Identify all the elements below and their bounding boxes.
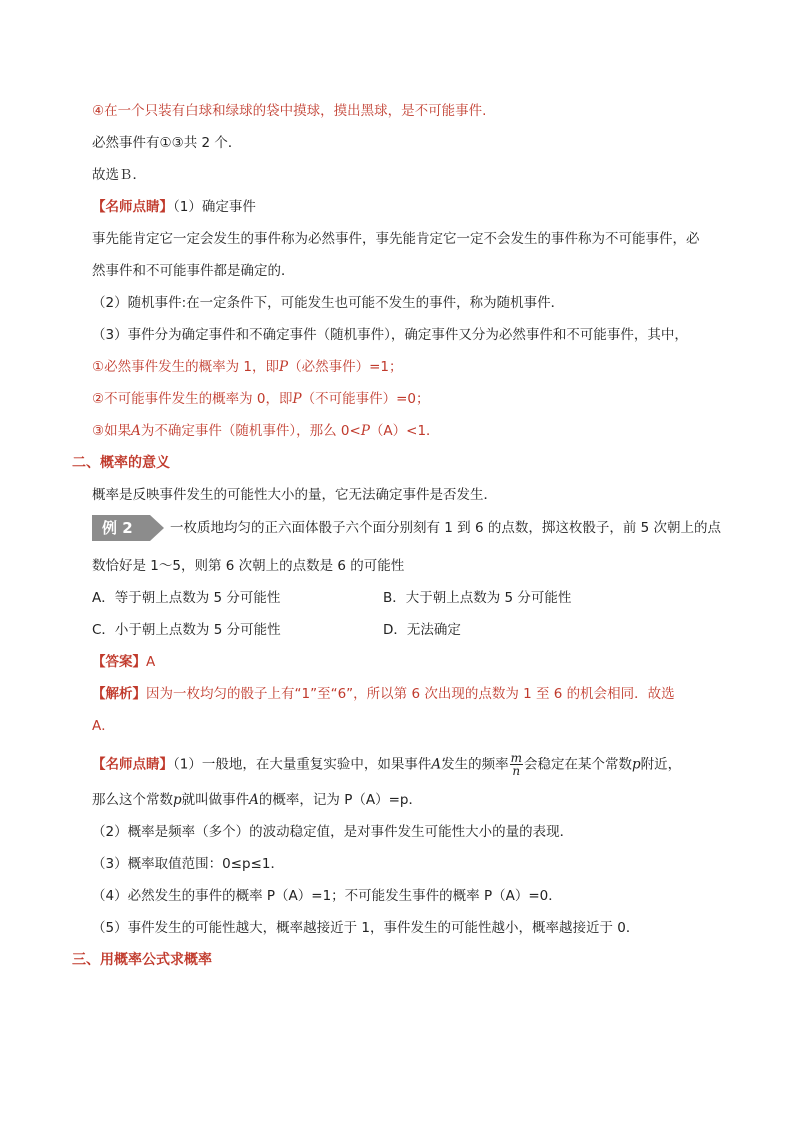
math-var: P bbox=[278, 359, 289, 375]
text-line: ④在一个只装有白球和绿球的袋中摸球，摸出黑球，是不可能事件. bbox=[92, 103, 487, 119]
text-span: 为不确定事件（随机事件），那么 0< bbox=[140, 423, 361, 439]
text-line bbox=[92, 790, 422, 810]
teacher-tip-1 bbox=[92, 197, 256, 217]
math-var: P bbox=[360, 423, 370, 439]
fraction-m-over-n bbox=[510, 752, 523, 777]
explanation-line bbox=[92, 684, 675, 704]
text-line: （2）随机事件:在一定条件下，可能发生也可能不发生的事件，称为随机事件． bbox=[92, 295, 565, 311]
answer-line bbox=[92, 652, 155, 672]
text-line: 概率是反映事件发生的可能性大小的量，它无法确定事件是否发生． bbox=[92, 487, 497, 503]
text-line bbox=[92, 421, 440, 441]
math-var: p bbox=[631, 756, 641, 773]
text-line: 事先能肯定它一定会发生的事件称为必然事件，事先能肯定它一定不会发生的事件称为不可能事件，必 bbox=[92, 231, 700, 247]
question-text: 数恰好是 1～5，则第 6 次朝上的点数是 6 的可能性 bbox=[92, 558, 405, 574]
question-text: 一枚质地均匀的正六面体骰子六个面分别刻有 1 到 6 的点数，掷这枚骰子，前 5 次朝上的点 bbox=[170, 520, 722, 536]
example-label: 例 2 bbox=[102, 519, 133, 537]
text-line: （3）概率取值范围：0≤p≤1． bbox=[92, 856, 284, 872]
section-heading-3: 三、用概率公式求概率 bbox=[72, 952, 212, 968]
teacher-tip-tag: 【名师点睛】 bbox=[92, 756, 173, 773]
answer-tag: 【答案】 bbox=[92, 654, 146, 670]
math-var: p bbox=[173, 792, 182, 808]
teacher-tip-tag: 【名师点睛】 bbox=[92, 199, 173, 215]
text-span: 那么这个常数 bbox=[92, 792, 173, 808]
text-span: 就叫做事件 bbox=[181, 792, 250, 808]
text-span: （不可能事件）=0； bbox=[301, 391, 430, 407]
math-var: P bbox=[292, 391, 302, 407]
text-line: 故选Ｂ． bbox=[92, 167, 146, 183]
text-span: ①必然事件发生的概率为 1，即 bbox=[92, 359, 279, 375]
option-c: C．小于朝上点数为 5 分可能性 bbox=[92, 622, 281, 638]
text-span: （1）一般地，在大量重复实验中，如果事件 bbox=[173, 756, 432, 773]
fraction-numerator: m bbox=[510, 751, 522, 765]
math-var: A bbox=[249, 792, 259, 808]
text-span: 发生的频率 bbox=[441, 756, 509, 773]
math-var: A bbox=[431, 756, 442, 773]
text-span: 会稳定在某个常数 bbox=[523, 756, 632, 773]
explanation-line: A． bbox=[92, 718, 115, 734]
section-heading-2: 二、概率的意义 bbox=[72, 455, 170, 471]
text-line: （2）概率是频率（多个）的波动稳定值，是对事件发生可能性大小的量的表现． bbox=[92, 824, 574, 840]
text-line: （4）必然发生的事件的概率 P（A）=1；不可能发生事件的概率 P（A）=0． bbox=[92, 888, 562, 904]
text-span: （必然事件）=1； bbox=[288, 359, 403, 375]
text-span: ②不可能事件发生的概率为 0，即 bbox=[92, 391, 293, 407]
text-span: 因为一枚均匀的骰子上有“1”至“6”，所以第 6 次出现的点数为 1 至 6 的机会相同．故选 bbox=[146, 686, 675, 702]
text-span: 附近， bbox=[640, 756, 682, 773]
explanation-tag: 【解析】 bbox=[92, 686, 146, 702]
math-var: A bbox=[131, 423, 141, 439]
teacher-tip-2 bbox=[92, 752, 681, 777]
option-d: D．无法确定 bbox=[383, 622, 461, 638]
text-line: （3）事件分为确定事件和不确定事件（随机事件），确定事件又分为必然事件和不可能事件，其中， bbox=[92, 327, 688, 343]
text-line: 必然事件有①③共 2 个． bbox=[92, 135, 242, 151]
text-line bbox=[92, 389, 429, 409]
option-b: B．大于朝上点数为 5 分可能性 bbox=[383, 590, 572, 606]
text-line bbox=[92, 357, 402, 377]
text-span: （1）确定事件 bbox=[173, 199, 256, 215]
text-span: 的概率，记为 P（A）=p． bbox=[258, 792, 422, 808]
example-badge bbox=[92, 515, 168, 541]
text-line: 然事件和不可能事件都是确定的． bbox=[92, 263, 295, 279]
text-span: （A）<1． bbox=[369, 423, 440, 439]
answer-value: A bbox=[146, 654, 156, 670]
fraction-denominator: n bbox=[512, 764, 521, 778]
text-line: （5）事件发生的可能性越大，概率越接近于 1，事件发生的可能性越小，概率越接近于 0． bbox=[92, 920, 640, 936]
option-a: A．等于朝上点数为 5 分可能性 bbox=[92, 590, 281, 606]
text-span: ③如果 bbox=[92, 423, 132, 439]
